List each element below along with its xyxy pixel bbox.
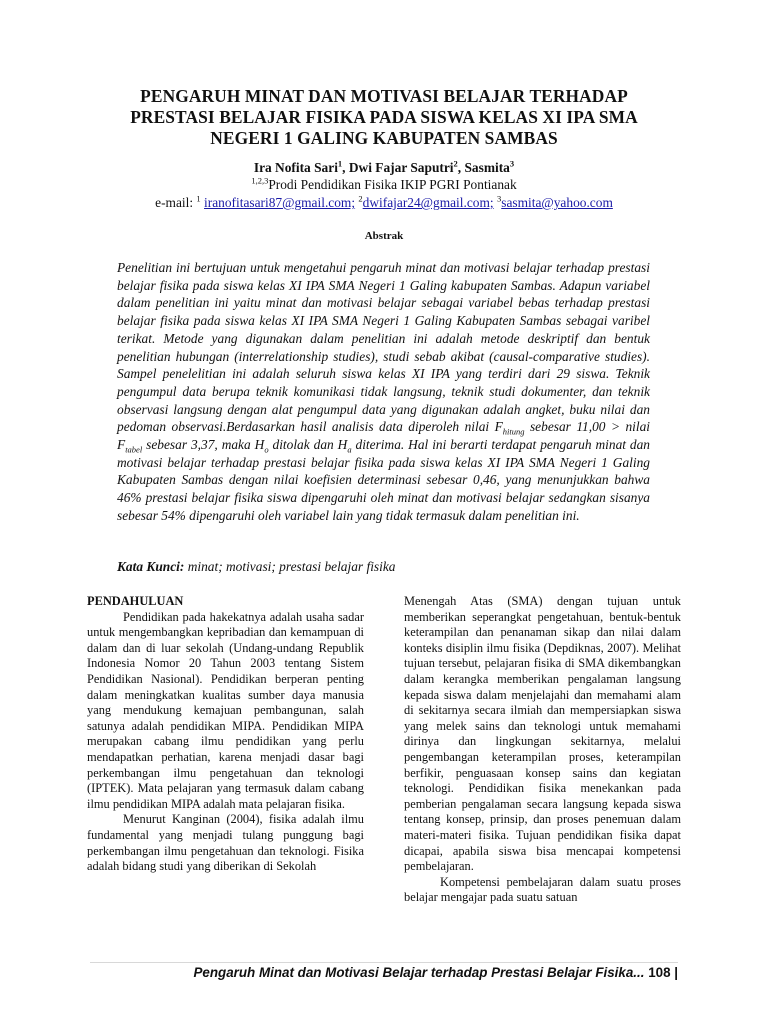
email-link-2[interactable]: dwifajar24@gmail.com; [362, 195, 494, 210]
email-line [60, 195, 708, 211]
affiliation-text: Prodi Pendidikan Fisika IKIP PGRI Pontianak [268, 177, 517, 192]
abstract-text: Penelitian ini bertujuan untuk mengetahui pengaruh minat dan motivasi belajar terhadap prestasi belajar fisika pada siswa kelas XI IPA SMA Negeri 1 Galing kabupaten Sambas. Adapun variabel dalam penelitian ini yaitu minat dan motivasi belajar sebagai variabel bebas terhadap prestasi belajar fisika pada siswa kelas XI IPA SMA Negeri 1 Galing Kabupaten Sambas sebagai varibel terikat. Metode yang digunakan dalam penelitian ini adalah metode deskriptif dan bentuk penelitian hubungan (interrelationship studies), studi sebab akibat (causal-comparative studies). Sampel penelelitian ini adalah seluruh siswa kelas XI IPA yang terdiri dari 29 siswa. Teknik pengumpul data berupa teknik komunikasi tidak langsung, teknik studi dokumenter, dan teknik observasi langsung dengan alat pengumpul data yang digunakan adalah angket, buku nilai dan pedoman observasi.Berdasarkan hasil analisis data diperoleh nilai F [117, 260, 650, 435]
affiliation [100, 177, 668, 193]
section-heading: PENDAHULUAN [87, 594, 184, 608]
abstract-heading: Abstrak [364, 230, 404, 242]
abstract-text: sebesar 3,37, maka H [142, 437, 265, 453]
body-column-left [87, 594, 364, 875]
page-footer [100, 965, 678, 980]
abstract-subscript: hitung [502, 427, 525, 437]
abstract-subscript: a [347, 444, 352, 455]
footer-running-title: Pengaruh Minat dan Motivasi Belajar terhadap Prestasi Belajar Fisika... [193, 965, 645, 980]
author-separator: , [457, 160, 465, 175]
author-name: Dwi Fajar Saputri [348, 160, 454, 175]
email-sup: 2 [358, 193, 363, 204]
keywords [117, 558, 650, 575]
paper-title [100, 86, 668, 149]
abstract-subscript: o [264, 444, 269, 455]
author-name: Ira Nofita Sari [253, 160, 338, 175]
author-list [100, 160, 668, 176]
author-sup: 1 [337, 158, 343, 169]
abstract-body [117, 259, 650, 525]
author-sup: 2 [453, 158, 458, 169]
abstract-text: diterima. Hal ini berarti terdapat pengaruh minat dan motivasi belajar terhadap prestasi belajar fisika pada siswa kelas XI IPA SMA Negeri 1 Galing Kabupaten Sambas dengan nilai koefisien determinasi sebesar 0,46, yang menunjukkan bahwa 46% prestasi belajar fisika siswa dipengaruhi oleh minat dan motivasi belajar sedangkan sisanya sebesar 54% dipengaruhi oleh variabel lain yang tidak termasuk dalam penelitian ini. [117, 437, 651, 523]
title-line: PRESTASI BELAJAR FISIKA PADA SISWA KELAS XI IPA SMA [130, 107, 638, 127]
title-line: NEGERI 1 GALING KABUPATEN SAMBAS [210, 128, 558, 148]
body-paragraph: Pendidikan pada hakekatnya adalah usaha sadar untuk mengembangkan kepribadian dan kemampuan di dalam dan di luar sekolah (Undang-undang Republik Indonesia Nomor 20 Tahun 2003 tentang Sistem Pendidikan Nasional). Pendidikan berperan penting dalam meningkatkan kualitas sumber daya manusia yang mendukung kemajuan pembangunan, salah satunya adalah pendidikan MIPA. Pendidikan MIPA merupakan cabang ilmu pendidikan yang perlu mendapatkan perhatian, karena menjadi dasar bagi perkembangan ilmu pengetahuan dan teknologi (IPTEK). Mata pelajaran yang termasuk dalam cabang ilmu pendidikan MIPA adalah mata pelajaran fisika. [87, 609, 364, 811]
email-sup: 1 [196, 193, 201, 204]
title-line: PENGARUH MINAT DAN MOTIVASI BELAJAR TERHADAP [140, 86, 628, 106]
body-column-right [404, 594, 681, 906]
body-paragraph: Menengah Atas (SMA) dengan tujuan untuk memberikan seperangkat pengetahuan, bentuk-bentuk keterampilan dan penanaman sikap dan nilai dalam konteks disiplin ilmu fisika (Depdiknas, 2007). Melihat tujuan tersebut, pelajaran fisika di SMA dikembangkan dalam kerangka memberikan pengalaman langsung kepada siswa dalam menjelajahi dan memahami alam di sekitarnya secara ilmiah dan mempersiapkan siswa yang melek sains dan teknologi untuk memahami dirinya dan lingkungan sekitarnya, melalui pengembangan keterampilan proses, keterampilan berfikir, penguasaan konsep sains dan kegiatan teknologi. Pendidikan fisika menekankan pada pemberian pengalaman secara langsung kepada siswa tentang konsep, prinsip, dan proses penemuan dalam materi-materi fisika. Tujuan pendidikan fisika dapat dicapai, apabila siswa bisa mencapai kompetensi pembelajaran. [404, 594, 681, 874]
abstract-text: sebesar 11,00 > nilai F [117, 419, 650, 453]
body-paragraph: Menurut Kanginan (2004), fisika adalah ilmu fundamental yang menjadi tulang punggung bagi perkembangan ilmu pengetahuan dan teknologi. Fisika adalah bidang studi yang diberikan di Sekolah [87, 812, 364, 874]
body-paragraph: Kompetensi pembelajaran dalam suatu proses belajar mengajar pada suatu satuan [404, 874, 681, 905]
email-link-1[interactable]: iranofitasari87@gmail.com; [204, 195, 356, 210]
keywords-label: Kata Kunci: [117, 559, 185, 574]
affiliation-sup: 1,2,3 [251, 175, 269, 186]
keywords-text: minat; motivasi; prestasi belajar fisika [184, 559, 396, 574]
author-separator: , [342, 160, 349, 175]
email-sup: 3 [496, 193, 502, 204]
footer-divider [90, 962, 678, 963]
author-sup: 3 [509, 158, 515, 169]
page-number: 108 | [644, 965, 678, 980]
author-name: Sasmita [464, 160, 510, 175]
email-label: e-mail: [155, 195, 197, 210]
email-link-3[interactable]: sasmita@yahoo.com [501, 195, 613, 210]
abstract-text: ditolak dan H [268, 437, 348, 453]
abstract-subscript: tabel [125, 444, 143, 455]
